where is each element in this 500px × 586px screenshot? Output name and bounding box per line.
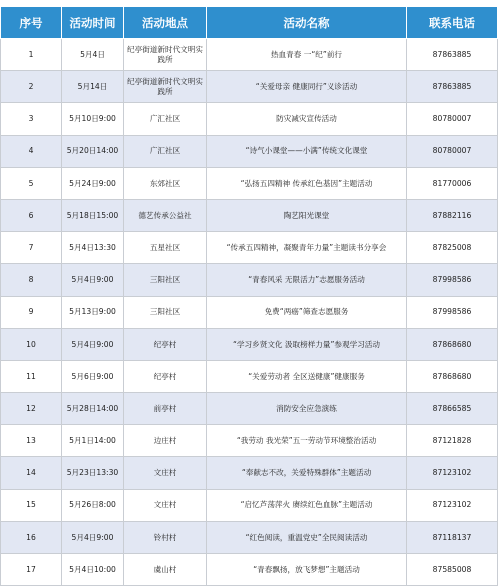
table-row: [1, 103, 498, 135]
cell-time: 5月24日9:00: [62, 167, 124, 199]
cell-phone: 80780007: [407, 103, 498, 135]
cell-phone: 87123102: [407, 457, 498, 489]
cell-location: 铃村村: [124, 521, 207, 553]
cell-index: 2: [1, 71, 62, 103]
cell-index: 13: [1, 425, 62, 457]
cell-time: 5月26日8:00: [62, 489, 124, 521]
cell-time: 5月10日9:00: [62, 103, 124, 135]
table-row: [1, 521, 498, 553]
header-location: 活动地点: [124, 7, 207, 39]
cell-location: 德艺传承公益社: [124, 199, 207, 231]
cell-location: 东郊社区: [124, 167, 207, 199]
cell-time: 5月23日13:30: [62, 457, 124, 489]
cell-time: 5月20日14:00: [62, 135, 124, 167]
cell-phone: 87121828: [407, 425, 498, 457]
cell-activity: “弘扬五四精神 传承红色基因”主题活动: [207, 167, 407, 199]
cell-phone: 87882116: [407, 199, 498, 231]
cell-location: 纪亭村: [124, 360, 207, 392]
table-row: [1, 232, 498, 264]
cell-phone: 81770006: [407, 167, 498, 199]
cell-time: 5月4日13:30: [62, 232, 124, 264]
cell-activity: “我劳动 我光荣”五一劳动节环境整治活动: [207, 425, 407, 457]
cell-location: 广汇社区: [124, 103, 207, 135]
table-row: [1, 71, 498, 103]
cell-time: 5月18日15:00: [62, 199, 124, 231]
cell-phone: 87866585: [407, 393, 498, 425]
table-row: [1, 554, 498, 586]
table-row: [1, 39, 498, 71]
cell-index: 16: [1, 521, 62, 553]
cell-activity: “青春风采 无限活力”志愿服务活动: [207, 264, 407, 296]
cell-activity: 陶艺阳光课堂: [207, 199, 407, 231]
cell-time: 5月13日9:00: [62, 296, 124, 328]
cell-phone: 87825008: [407, 232, 498, 264]
cell-activity: “青春飘扬，放飞梦想”主题活动: [207, 554, 407, 586]
header-row: [1, 7, 498, 39]
cell-index: 8: [1, 264, 62, 296]
header-time: 活动时间: [62, 7, 124, 39]
cell-location: 前亭村: [124, 393, 207, 425]
cell-index: 5: [1, 167, 62, 199]
cell-activity: “红色阅读，重温党史”全民阅读活动: [207, 521, 407, 553]
cell-phone: 87863885: [407, 71, 498, 103]
cell-phone: 87868680: [407, 360, 498, 392]
cell-time: 5月4日: [62, 39, 124, 71]
header-phone: 联系电话: [407, 7, 498, 39]
header-activity: 活动名称: [207, 7, 407, 39]
cell-index: 6: [1, 199, 62, 231]
cell-location: 三阳社区: [124, 296, 207, 328]
cell-activity: 热血青春 一“纪”前行: [207, 39, 407, 71]
cell-activity: 防灾减灾宣传活动: [207, 103, 407, 135]
table-row: [1, 167, 498, 199]
cell-phone: 80780007: [407, 135, 498, 167]
cell-index: 11: [1, 360, 62, 392]
cell-time: 5月28日14:00: [62, 393, 124, 425]
cell-time: 5月14日: [62, 71, 124, 103]
cell-time: 5月4日9:00: [62, 264, 124, 296]
cell-activity: 免费“两癌”筛查志愿服务: [207, 296, 407, 328]
cell-time: 5月1日14:00: [62, 425, 124, 457]
table-row: [1, 360, 498, 392]
activity-table: [0, 6, 498, 586]
cell-index: 15: [1, 489, 62, 521]
cell-index: 7: [1, 232, 62, 264]
cell-index: 14: [1, 457, 62, 489]
cell-time: 5月6日9:00: [62, 360, 124, 392]
cell-activity: “关爱劳动者 全区送健康”健康服务: [207, 360, 407, 392]
cell-location: 文庄村: [124, 457, 207, 489]
cell-phone: 87863885: [407, 39, 498, 71]
cell-phone: 87998586: [407, 264, 498, 296]
cell-index: 1: [1, 39, 62, 71]
table-row: [1, 264, 498, 296]
header-index: 序号: [1, 7, 62, 39]
table-header: [1, 7, 498, 39]
cell-phone: 87585008: [407, 554, 498, 586]
cell-index: 10: [1, 328, 62, 360]
cell-index: 4: [1, 135, 62, 167]
cell-activity: “奉献志不改，关爱特殊群体”主题活动: [207, 457, 407, 489]
cell-time: 5月4日9:00: [62, 328, 124, 360]
table-row: [1, 489, 498, 521]
table-row: [1, 199, 498, 231]
cell-location: 纪亭村: [124, 328, 207, 360]
cell-index: 17: [1, 554, 62, 586]
cell-time: 5月4日9:00: [62, 521, 124, 553]
cell-phone: 87998586: [407, 296, 498, 328]
cell-index: 12: [1, 393, 62, 425]
cell-index: 9: [1, 296, 62, 328]
cell-activity: “传承五四精神，凝聚青年力量”主题读书分享会: [207, 232, 407, 264]
cell-activity: “启忆芦荡萍火 赓续红色血脉”主题活动: [207, 489, 407, 521]
cell-location: 纪亭街道新时代文明实践所: [124, 71, 207, 103]
table-row: [1, 328, 498, 360]
table-row: [1, 425, 498, 457]
cell-location: 五星社区: [124, 232, 207, 264]
cell-phone: 87868680: [407, 328, 498, 360]
cell-phone: 87118137: [407, 521, 498, 553]
cell-activity: “诗气小课堂——小满”传统文化课堂: [207, 135, 407, 167]
cell-location: 三阳社区: [124, 264, 207, 296]
table-row: [1, 457, 498, 489]
table-row: [1, 135, 498, 167]
cell-phone: 87123102: [407, 489, 498, 521]
cell-location: 广汇社区: [124, 135, 207, 167]
table-body: [1, 39, 498, 586]
cell-location: 纪亭街道新时代文明实践所: [124, 39, 207, 71]
cell-index: 3: [1, 103, 62, 135]
cell-location: 边庄村: [124, 425, 207, 457]
cell-activity: “学习乡贤文化 汲取榜样力量”参观学习活动: [207, 328, 407, 360]
cell-time: 5月4日10:00: [62, 554, 124, 586]
cell-activity: 消防安全应急演练: [207, 393, 407, 425]
table-row: [1, 296, 498, 328]
cell-activity: “关爱母亲 健康同行”义诊活动: [207, 71, 407, 103]
cell-location: 虞山村: [124, 554, 207, 586]
cell-location: 文庄村: [124, 489, 207, 521]
table-row: [1, 393, 498, 425]
